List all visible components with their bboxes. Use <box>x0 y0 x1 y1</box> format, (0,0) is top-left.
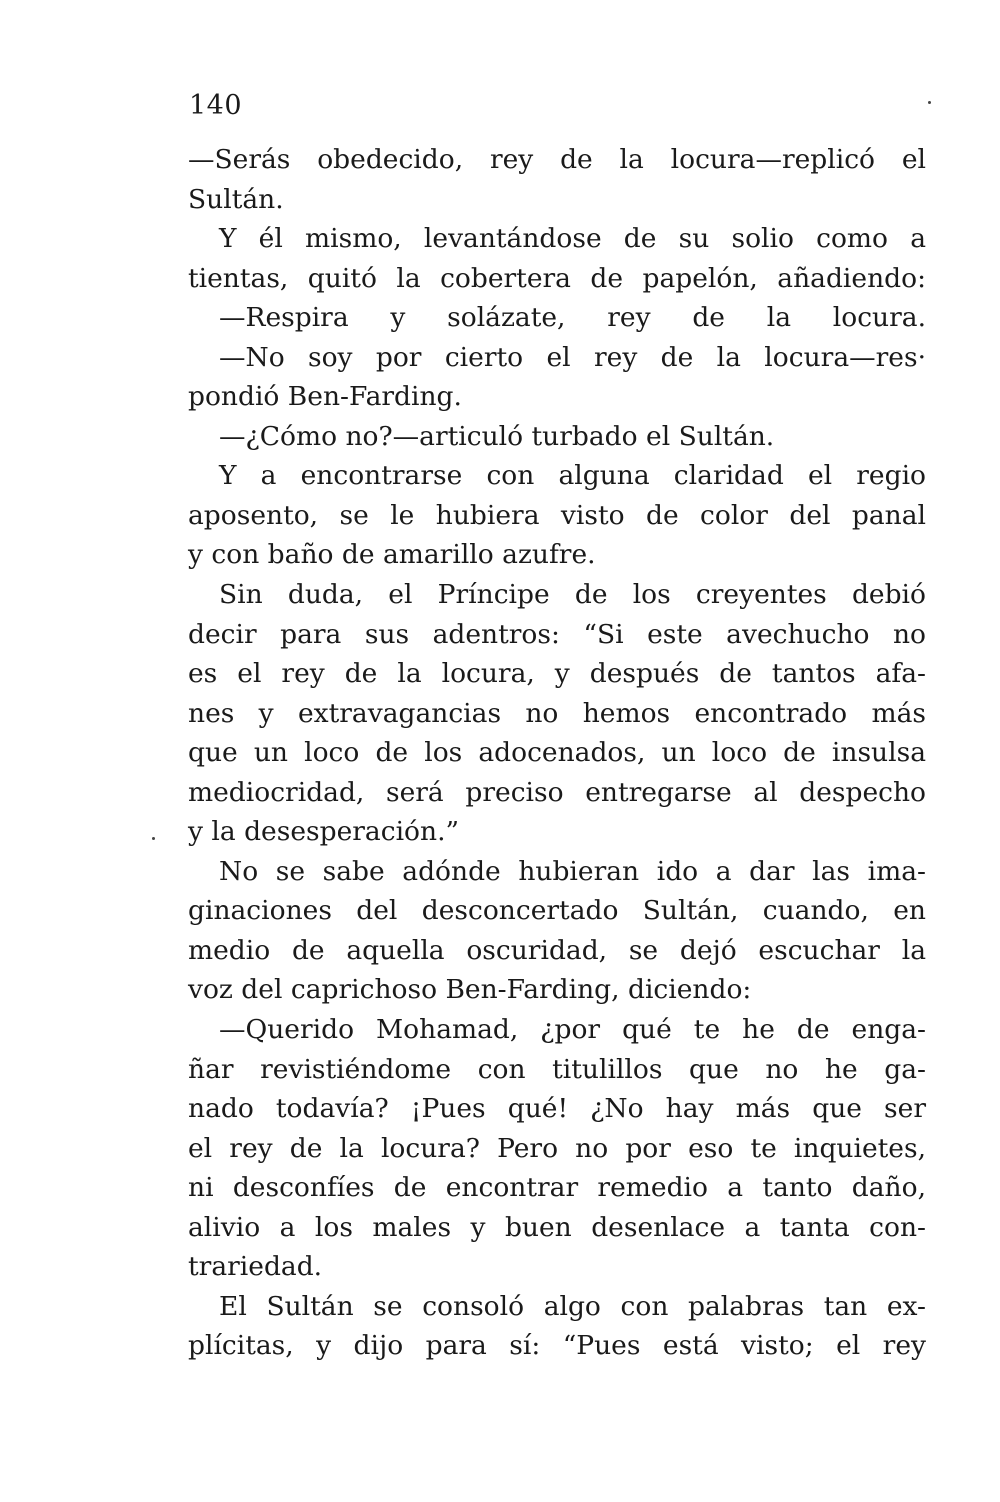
text-line: Sultán. <box>188 183 284 215</box>
text-line: No se sabe adónde hubieran ido a dar las ima- <box>219 855 926 887</box>
text-line: —Querido Mohamad, ¿por qué te he de enga- <box>219 1014 926 1046</box>
text-line: —Serás obedecido, rey de la locura—replicó el <box>188 144 926 175</box>
text-line: y con baño de amarillo azufre. <box>188 539 596 571</box>
text-line: que un loco de los adocenados, un loco de insulsa <box>188 737 926 769</box>
text-line: El Sultán se consoló algo con palabras tan ex- <box>219 1290 926 1322</box>
page-body-text <box>188 140 926 1366</box>
text-line: pondió Ben-Farding. <box>188 381 462 413</box>
text-line: medio de aquella oscuridad, se dejó escuchar la <box>188 934 926 966</box>
text-line: —¿Cómo no?—articuló turbado el Sultán. <box>219 420 775 452</box>
text-line: Sin duda, el Príncipe de los creyentes debió <box>219 579 926 611</box>
scan-speck <box>152 837 155 840</box>
text-line: y la desesperación.” <box>188 816 460 848</box>
text-line: Y él mismo, levantándose de su solio como a <box>219 223 926 255</box>
text-line: alivio a los males y buen desenlace a tanta con- <box>188 1211 926 1243</box>
text-line: plícitas, y dijo para sí: “Pues está visto; el rey <box>188 1330 926 1362</box>
text-line: —No soy por cierto el rey de la locura—res· <box>219 341 926 373</box>
text-line: Y a encontrarse con alguna claridad el regio <box>219 460 926 492</box>
text-line: ni desconfíes de encontrar remedio a tanto daño, <box>188 1172 926 1204</box>
text-line: decir para sus adentros: “Si este avechucho no <box>188 618 926 650</box>
text-line: nes y extravagancias no hemos encontrado más <box>188 697 926 729</box>
text-line: tientas, quitó la cobertera de papelón, añadiendo: <box>188 262 926 294</box>
text-line: —Respira y solázate, rey de la locura. <box>219 302 926 334</box>
scan-speck <box>928 101 931 104</box>
text-line: el rey de la locura? Pero no por eso te inquietes, <box>188 1132 926 1164</box>
text-line: voz del caprichoso Ben-Farding, diciendo: <box>188 974 752 1006</box>
text-line: es el rey de la locura, y después de tantos afa- <box>188 658 926 690</box>
text-line: ginaciones del desconcertado Sultán, cuando, en <box>188 895 926 927</box>
text-line: ñar revistiéndome con titulillos que no he ga- <box>188 1053 926 1085</box>
text-line: trariedad. <box>188 1251 323 1283</box>
page-number: 140 <box>189 90 243 121</box>
text-line: aposento, se le hubiera visto de color del panal <box>188 499 926 531</box>
text-line: nado todavía? ¡Pues qué! ¿No hay más que ser <box>188 1093 926 1125</box>
text-line: mediocridad, será preciso entregarse al despecho <box>188 776 926 808</box>
